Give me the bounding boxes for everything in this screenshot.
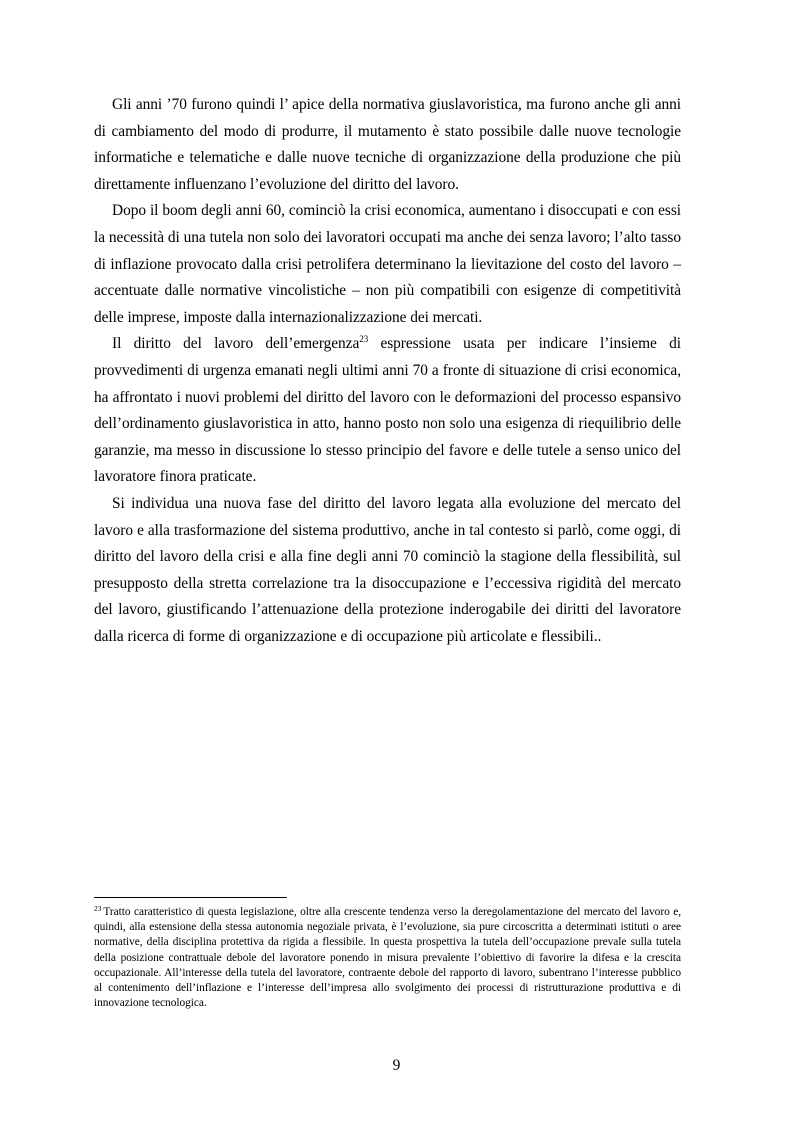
paragraph-1: Gli anni ’70 furono quindi l’ apice della normativa giuslavoristica, ma furono anche gli anni di cambiamento del modo di produrre, il mutamento è stato possibile dalle nuove tecnologie informatiche e telematiche e dalle nuove tecniche di organizzazione della produzione che più direttamente influenzano l’evoluzione del diritto del lavoro. — [94, 96, 681, 193]
paragraph-4: Si individua una nuova fase del diritto del lavoro legata alla evoluzione del mercato del lavoro e alla trasformazione del sistema produttivo, anche in tal contesto si parlò, come oggi, di diritto del lavoro della crisi e alla fine degli anni 70 cominciò la stagione della flessibilità, sul presupposto della stretta correlazione tra la disoccupazione e l’eccessiva rigidità del mercato del lavoro, giustificando l’attenuazione della protezione inderogabile dei diritti del lavoratore dalla ricerca di forme di organizzazione e di occupazione più articolate e flessibili.. — [94, 494, 681, 645]
body-text — [94, 92, 681, 650]
footnote — [94, 905, 681, 1011]
paragraph-3-text-before: Il diritto del lavoro dell’emergenza — [112, 335, 360, 353]
footnote-reference[interactable]: 23 — [359, 334, 369, 345]
paragraph-3-text-after: espressione usata per indicare l’insieme di provvedimenti di urgenza emanati negli ultimi anni 70 a fronte di situazione di crisi economica, ha affrontato i nuovi problemi del diritto del lavoro con le deformazioni del processo espansivo dell’ordinamento giuslavoristica in atto, hanno posto non solo una esigenza di riequilibrio delle garanzie, ma messo in discussione lo stesso principio del favore e delle tutele a senso unico del lavoratore finora praticate. — [94, 335, 681, 486]
paragraph-2: Dopo il boom degli anni 60, cominciò la crisi economica, aumentano i disoccupati e con essi la necessità di una tutela non solo dei lavoratori occupati ma anche dei senza lavoro; l’alto tasso di inflazione provocato dalla crisi petrolifera determinano la lievitazione del costo del lavoro – accentuate dalle normative vincolistiche – non più compatibili con esigenze di competitività delle imprese, imposte dalla internazionalizzazione dei mercati. — [94, 202, 681, 326]
footnote-number: 23 — [94, 904, 102, 913]
footnote-separator — [94, 897, 287, 898]
page-number: 9 — [392, 1057, 401, 1074]
footnote-text: Tratto caratteristico di questa legislazione, oltre alla crescente tendenza verso la deregolamentazione del mercato del lavoro e, quindi, alla estensione della stessa autonomia negoziale privata, è l’evoluzione, sia pure circoscritta a determinati istituti o aree normative, della disciplina protettiva da rigida a flessibile. In questa prospettiva la tutela dell’occupazione prevale sulla tutela della posizione contrattuale debole del lavoratore ponendo in misura prevalente l’obiettivo di favorire la difesa e la crescita occupazionale. All’interesse della tutela del lavoratore, contraente debole del rapporto di lavoro, subentrano l’interesse pubblico al contenimento dell’inflazione e l’interesse dell’impresa allo svolgimento dei processi di ristrutturazione produttiva e di innovazione tecnologica. — [94, 906, 681, 1010]
paragraph-3 — [94, 331, 681, 491]
